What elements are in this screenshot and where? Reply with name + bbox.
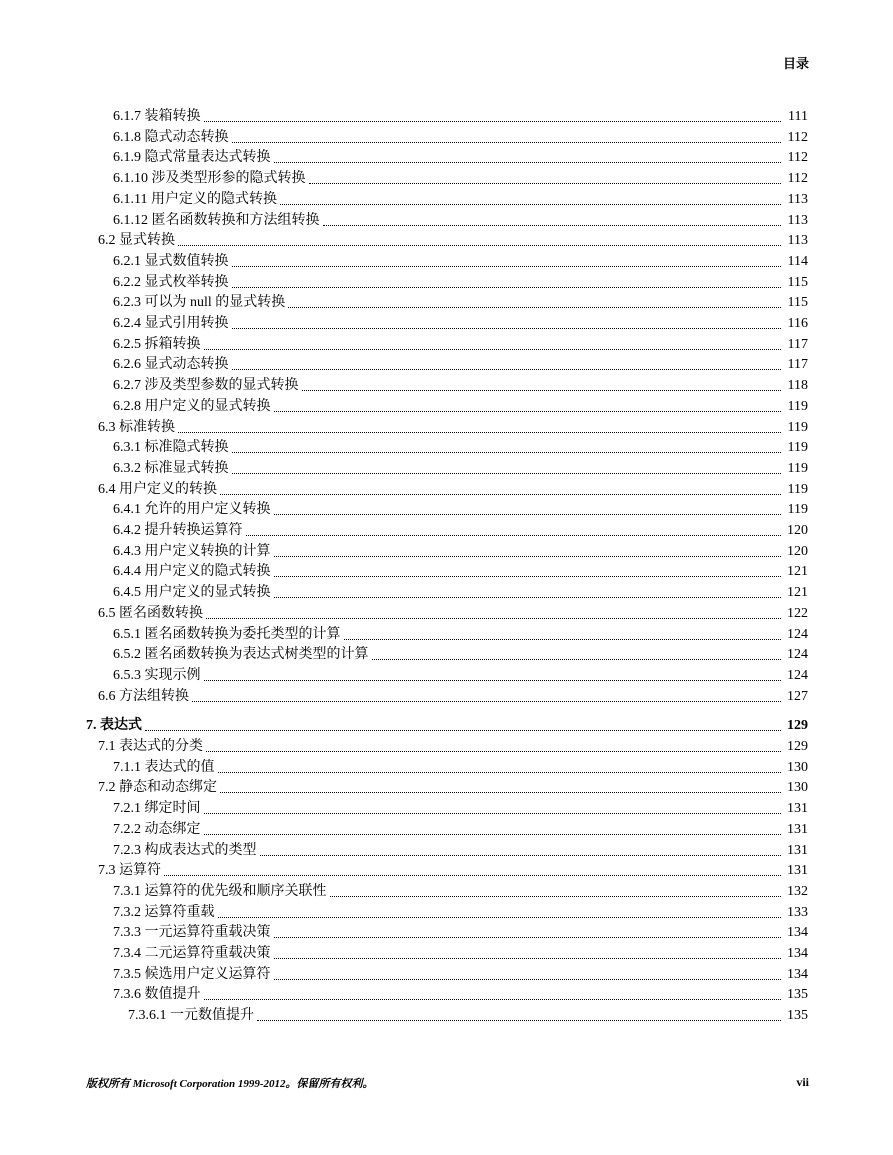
toc-dot-leader (204, 834, 782, 835)
toc-entry[interactable] (86, 777, 808, 797)
toc-dot-leader (274, 979, 782, 980)
toc-entry[interactable] (86, 479, 808, 499)
toc-entry[interactable] (86, 127, 808, 147)
toc-entry[interactable] (86, 417, 808, 437)
toc-dot-leader (274, 556, 782, 557)
toc-entry[interactable] (86, 984, 808, 1004)
toc-entry[interactable] (86, 251, 808, 271)
toc-entry-page: 116 (787, 316, 808, 331)
toc-entry[interactable] (86, 292, 808, 312)
toc-dot-leader (274, 162, 782, 163)
toc-dot-leader (232, 328, 782, 329)
toc-entry-title: 7.3.4 二元运算符重载决策 (113, 946, 271, 961)
toc-entry-page: 117 (787, 357, 808, 373)
toc-dot-leader (372, 659, 782, 660)
toc-entry-page: 131 (787, 863, 808, 879)
toc-entry-title: 6.2.1 显式数值转换 (113, 253, 229, 269)
toc-entry-title: 6.1.7 装箱转换 (113, 109, 201, 124)
toc-entry-title: 6.2 显式转换 (98, 233, 175, 249)
toc-dot-leader (232, 452, 782, 453)
toc-entry[interactable] (86, 881, 808, 901)
toc-entry[interactable] (86, 189, 808, 209)
toc-dot-leader (246, 535, 782, 536)
toc-entry-title: 7.3.5 候选用户定义运算符 (113, 966, 271, 982)
toc-entry-title: 6.2.3 可以为 null 的显式转换 (113, 295, 286, 311)
toc-entry[interactable] (86, 396, 808, 416)
toc-entry-title: 6.3.2 标准显式转换 (113, 460, 229, 476)
toc-dot-leader (192, 701, 781, 702)
toc-entry[interactable] (86, 375, 808, 395)
toc-entry-page: 112 (787, 150, 808, 166)
toc-entry-title: 6.1.9 隐式常量表达式转换 (113, 150, 271, 166)
running-header: 目录 (782, 57, 809, 72)
toc-dot-leader (206, 618, 781, 619)
toc-entry-page: 124 (787, 667, 808, 683)
toc-entry[interactable] (86, 230, 808, 250)
toc-dot-leader (204, 121, 782, 122)
toc-entry[interactable] (86, 798, 808, 818)
toc-entry-page: 124 (787, 626, 808, 642)
toc-entry[interactable] (86, 313, 808, 333)
toc-entry-title: 6.1.12 匿名函数转换和方法组转换 (113, 212, 320, 228)
toc-dot-leader (257, 1020, 781, 1021)
toc-entry-title: 6.2.5 拆箱转换 (113, 336, 201, 352)
toc-entry-page: 127 (787, 688, 808, 704)
toc-entry-page: 124 (787, 647, 808, 663)
toc-entry[interactable] (86, 943, 808, 963)
toc-dot-leader (323, 225, 782, 226)
toc-entry[interactable] (86, 334, 808, 354)
toc-dot-leader (274, 576, 782, 577)
toc-entry[interactable] (86, 437, 808, 457)
toc-dot-leader (206, 751, 781, 752)
toc-dot-leader (178, 245, 781, 246)
toc-entry-title: 6.4.1 允许的用户定义转换 (113, 502, 271, 518)
toc-entry[interactable] (86, 210, 808, 230)
toc-entry-page: 122 (787, 605, 808, 621)
toc-dot-leader (232, 473, 782, 474)
toc-entry-page: 131 (787, 801, 808, 817)
toc-entry[interactable] (86, 624, 808, 644)
toc-entry[interactable] (86, 644, 808, 664)
toc-dot-leader (344, 639, 782, 640)
toc-entry[interactable] (86, 840, 808, 860)
toc-dot-leader (164, 875, 781, 876)
toc-entry-title: 6.3 标准转换 (98, 419, 175, 435)
toc-entry-title: 7.2.3 构成表达式的类型 (113, 842, 257, 858)
toc-entry[interactable] (86, 686, 808, 706)
toc-entry-title: 6.5.3 实现示例 (113, 667, 201, 683)
toc-entry-title: 6.2.6 显式动态转换 (113, 357, 229, 373)
toc-entry-page: 118 (787, 378, 808, 394)
toc-entry-title: 7.3.2 运算符重载 (113, 904, 215, 920)
toc-entry-title: 6.4.3 用户定义转换的计算 (113, 543, 271, 559)
toc-entry-page: 134 (787, 966, 808, 982)
toc-entry-page: 119 (787, 460, 808, 476)
toc-entry[interactable] (86, 354, 808, 374)
toc-entry-page: 134 (787, 946, 808, 961)
toc-dot-leader (232, 287, 782, 288)
toc-entry-page: 119 (787, 481, 808, 497)
toc-entry-page: 119 (787, 419, 808, 435)
toc-entry[interactable] (86, 458, 808, 478)
toc-entry-title: 6.2.7 涉及类型参数的显式转换 (113, 378, 299, 394)
toc-dot-leader (274, 937, 782, 938)
toc-entry-title: 7.3.6.1 一元数值提升 (128, 1008, 254, 1024)
toc-dot-leader (204, 680, 782, 681)
toc-entry-title: 7.3 运算符 (98, 863, 161, 879)
toc-entry-title: 6.2.4 显式引用转换 (113, 316, 229, 331)
toc-entry-title: 6.2.2 显式枚举转换 (113, 274, 229, 290)
toc-dot-leader (280, 204, 781, 205)
toc-entry-page: 132 (787, 883, 808, 899)
toc-entry[interactable] (86, 736, 808, 756)
toc-entry-page: 115 (787, 295, 808, 311)
toc-entry[interactable] (86, 106, 808, 126)
toc-entry[interactable] (86, 860, 808, 880)
toc-entry-title: 7.2.2 动态绑定 (113, 821, 201, 837)
toc-entry-page: 114 (787, 253, 808, 269)
toc-entry-page: 130 (787, 780, 808, 796)
toc-dot-leader (274, 597, 782, 598)
toc-entry-title: 7.2 静态和动态绑定 (98, 780, 217, 796)
toc-entry[interactable] (86, 902, 808, 922)
toc-entry[interactable] (86, 819, 808, 839)
toc-dot-leader (204, 999, 782, 1000)
toc-dot-leader (274, 411, 782, 412)
toc-entry-page: 113 (787, 191, 808, 207)
toc-entry[interactable] (86, 757, 808, 777)
toc-entry[interactable] (86, 168, 808, 188)
footer-copyright: 版权所有 Microsoft Corporation 1999-2012。保留所有权利。 (86, 1078, 374, 1090)
toc-entry-title: 6.4.2 提升转换运算符 (113, 523, 243, 538)
toc-dot-leader (330, 896, 782, 897)
toc-entry-title: 6.4 用户定义的转换 (98, 481, 217, 497)
toc-dot-leader (309, 183, 782, 184)
toc-entry-title: 6.1.10 涉及类型形参的隐式转换 (113, 171, 306, 187)
toc-entry-page: 133 (787, 904, 808, 920)
toc-dot-leader (218, 772, 782, 773)
toc-entry-page: 119 (787, 440, 808, 456)
toc-entry-title: 6.3.1 标准隐式转换 (113, 440, 229, 456)
toc-entry-page: 119 (787, 502, 808, 518)
toc-entry-page: 121 (787, 564, 808, 580)
toc-entry[interactable] (86, 582, 808, 602)
toc-entry-page: 113 (787, 212, 808, 228)
toc-entry-title: 7. 表达式 (86, 718, 142, 734)
toc-entry-title: 6.6 方法组转换 (98, 688, 189, 704)
toc-entry-page: 131 (787, 842, 808, 858)
toc-entry[interactable] (86, 665, 808, 685)
toc-entry[interactable] (86, 272, 808, 292)
toc-entry-page: 120 (787, 523, 808, 538)
toc-entry-title: 7.1.1 表达式的值 (113, 759, 215, 775)
toc-dot-leader (232, 369, 782, 370)
toc-entry[interactable] (86, 603, 808, 623)
toc-entry-page: 113 (787, 233, 808, 249)
toc-entry-page: 121 (787, 585, 808, 601)
toc-entry-title: 7.3.1 运算符的优先级和顺序关联性 (113, 883, 327, 899)
toc-entry-page: 135 (787, 987, 808, 1003)
toc-entry-page: 129 (787, 739, 808, 754)
toc-entry[interactable] (86, 715, 808, 735)
toc-dot-leader (288, 307, 781, 308)
toc-dot-leader (220, 792, 781, 793)
toc-entry[interactable] (86, 1005, 808, 1025)
toc-dot-leader (204, 349, 782, 350)
toc-dot-leader (232, 266, 782, 267)
toc-entry-page: 134 (787, 925, 808, 941)
toc-dot-leader (220, 494, 781, 495)
toc-entry-page: 135 (787, 1008, 808, 1024)
toc-entry-page: 115 (787, 274, 808, 290)
footer-page-number: vii (796, 1075, 809, 1089)
toc-entry-page: 111 (788, 109, 808, 124)
toc-entry-page: 130 (787, 759, 808, 775)
toc-entry[interactable] (86, 922, 808, 942)
toc-entry[interactable] (86, 520, 808, 540)
toc-entry-title: 6.4.4 用户定义的隐式转换 (113, 564, 271, 580)
toc-entry-title: 6.1.8 隐式动态转换 (113, 129, 229, 145)
toc-entry-page: 120 (787, 543, 808, 559)
toc-dot-leader (260, 855, 782, 856)
toc-dot-leader (218, 917, 782, 918)
toc-entry-page: 112 (787, 171, 808, 187)
toc-entry-page: 129 (787, 718, 808, 734)
toc-entry-title: 6.5.1 匿名函数转换为委托类型的计算 (113, 626, 341, 642)
toc-dot-leader (145, 730, 781, 731)
toc-entry-title: 6.2.8 用户定义的显式转换 (113, 398, 271, 414)
toc-entry-title: 7.2.1 绑定时间 (113, 801, 201, 817)
toc-dot-leader (274, 514, 782, 515)
page-footer (86, 1075, 809, 1093)
toc-dot-leader (232, 142, 782, 143)
toc-entry-page: 119 (787, 398, 808, 414)
toc-entry[interactable] (86, 499, 808, 519)
toc-entry[interactable] (86, 561, 808, 581)
toc-dot-leader (178, 432, 781, 433)
toc-entry-page: 131 (787, 821, 808, 837)
toc-dot-leader (204, 813, 782, 814)
toc-entry-title: 6.5 匿名函数转换 (98, 605, 203, 621)
toc-entry-title: 7.3.3 一元运算符重载决策 (113, 925, 271, 941)
toc-dot-leader (302, 390, 782, 391)
toc-entry-title: 6.4.5 用户定义的显式转换 (113, 585, 271, 601)
toc-entry-title: 6.1.11 用户定义的隐式转换 (113, 191, 277, 207)
toc-dot-leader (274, 958, 782, 959)
toc-entry-title: 7.1 表达式的分类 (98, 739, 203, 754)
toc-entry-title: 6.5.2 匿名函数转换为表达式树类型的计算 (113, 647, 369, 663)
toc-entry-title: 7.3.6 数值提升 (113, 987, 201, 1003)
toc-entry-page: 117 (787, 336, 808, 352)
toc-entry-page: 112 (787, 129, 808, 145)
toc-entry[interactable] (86, 147, 808, 167)
toc-entry[interactable] (86, 541, 808, 561)
toc-entry[interactable] (86, 964, 808, 984)
